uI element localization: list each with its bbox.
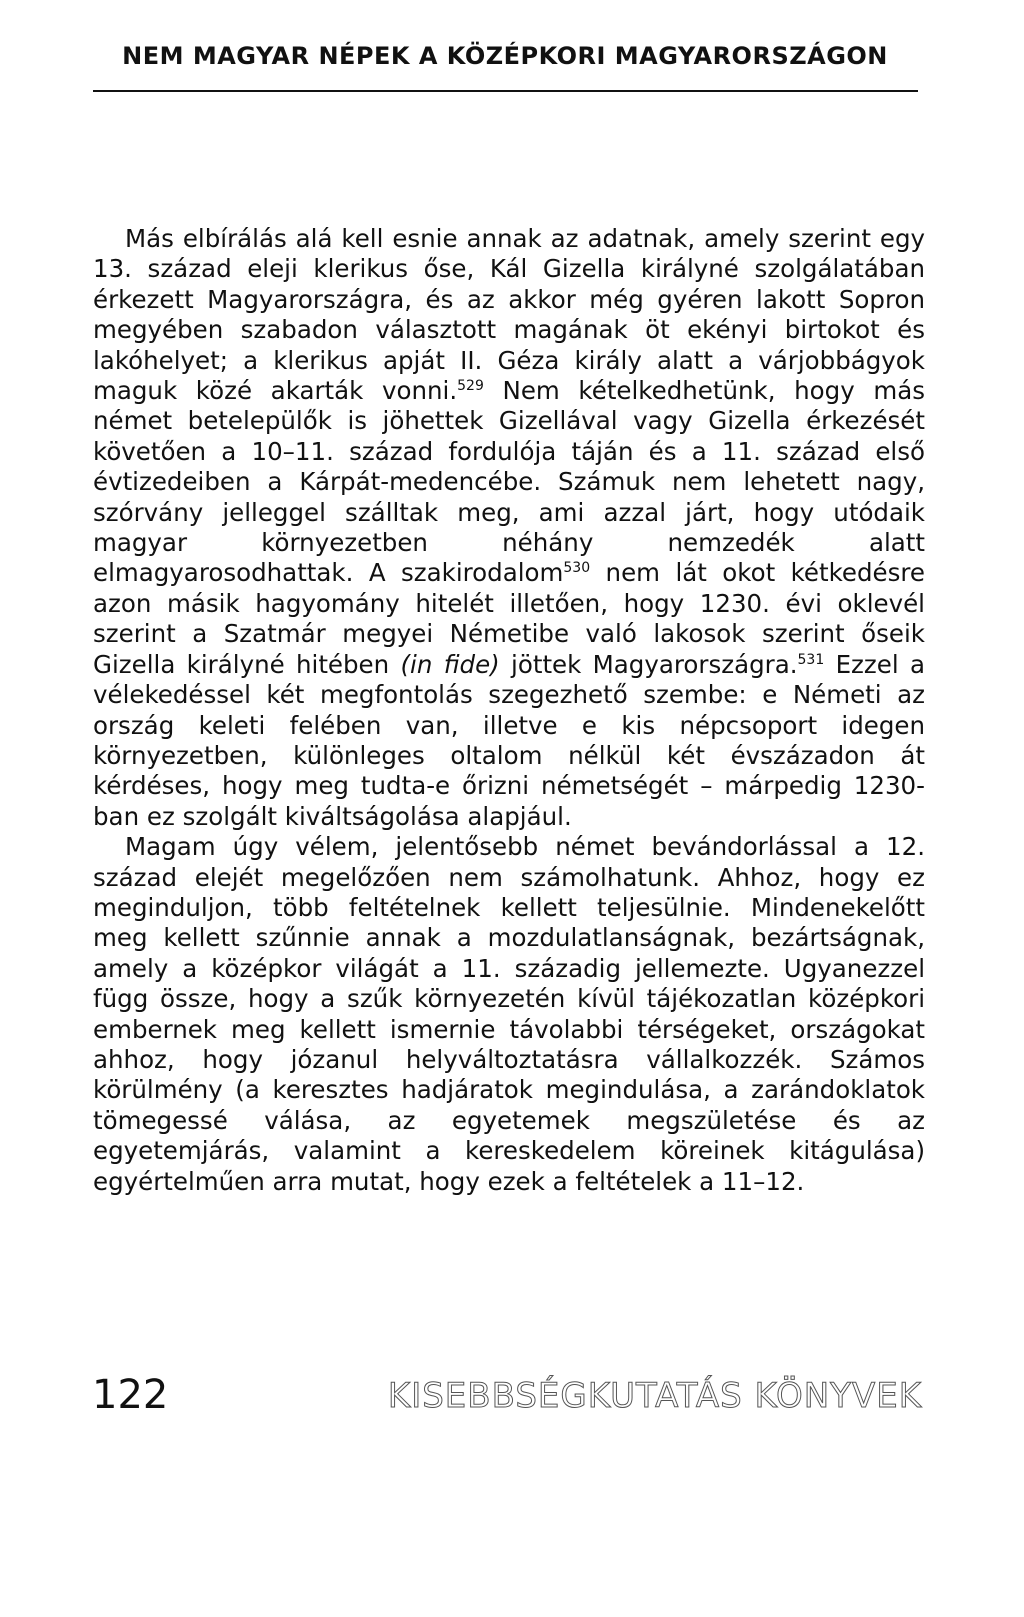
paragraph-2: Magam úgy vélem, jelentősebb német bevándorlással a 12. század elejét megelőzően nem számolhatunk. Ahhoz, hogy ez meginduljon, több feltételnek kellett teljesülnie. Mindenekelőtt meg kellett szűnnie annak a mozdulatlanságnak, bezártságnak, amely a középkor világát a 11. századig jellemezte. Ugyanezzel függ össze, hogy a szűk környezetén kívül tájékozatlan középkori embernek meg kellett ismernie távolabbi térségeket, országokat ahhoz, hogy józanul helyváltoztatásra vállalkozzék. Számos körülmény (a keresztes hadjáratok megindulása, a zarándoklatok tömegessé válása, az egyetemek megszületése és az egyetemjárás, valamint a kereskedelem köreinek kitágulása) egyértelműen arra mutat, hogy ezek a feltételek a 11–12.: [93, 832, 925, 1196]
italic-phrase: (in fide): [400, 649, 500, 679]
series-title: KISEBBSÉGKUTATÁS KÖNYVEK: [387, 1376, 922, 1416]
running-title: NEM MAGYAR NÉPEK A KÖZÉPKORI MAGYARORSZÁGON: [122, 42, 888, 70]
paragraph-1-text-a: Más elbírálás alá kell esnie annak az adatnak, amely szerint egy 13. század eleji klerikus őse, Kál Gizella királyné szolgálatában érkezett Magyarországra, és az akkor még gyéren lakott Sopron megyében szabadon választott magának öt ekényi birtokot és lakóhelyet; a klerikus apját II. Géza király alatt a várjobbágyok maguk közé akarták vonni.: [93, 224, 925, 406]
paragraph-1-text-c: nem lát okot kétkedésre azon másik hagyomány hitelét illetően, hogy 1230. évi oklevél szerint a Szatmár megyei Németibe való lakosok szerint őseik Gizella királyné hitében: [93, 558, 925, 679]
paragraph-1: [93, 224, 925, 832]
footnote-ref-530: 530: [563, 560, 591, 577]
body-text: [93, 224, 925, 1197]
paragraph-1-text-e: Ezzel a vélekedéssel két megfontolás szegezhető szembe: e Németi az ország keleti felében van, illetve e kis népcsoport idegen környezetben, különleges oltalom nélkül két évszázadon át kérdéses, hogy meg tudta-e őrizni németségét – márpedig 1230-ban ez szolgált kiváltságolása alapjául.: [93, 649, 925, 831]
paragraph-1-text-d: jöttek Magyarországra.: [499, 649, 798, 679]
footnote-ref-529: 529: [457, 377, 484, 394]
footnote-ref-531: 531: [797, 651, 825, 668]
page-number: 122: [92, 1372, 169, 1418]
header-rule: [93, 90, 918, 92]
paragraph-1-text-b: Nem kételkedhetünk, hogy más német betelepülők is jöhettek Gizellával vagy Gizella érkezését követően a 10–11. század fordulója táján és a 11. század első évtizedeiben a Kárpát-medencébe. Számuk nem lehetett nagy, szórvány jelleggel szálltak meg, ami azzal járt, hogy utódaik magyar környezetben néhány nemzedék alatt elmagyarosodhattak. A szakirodalom: [93, 376, 925, 588]
